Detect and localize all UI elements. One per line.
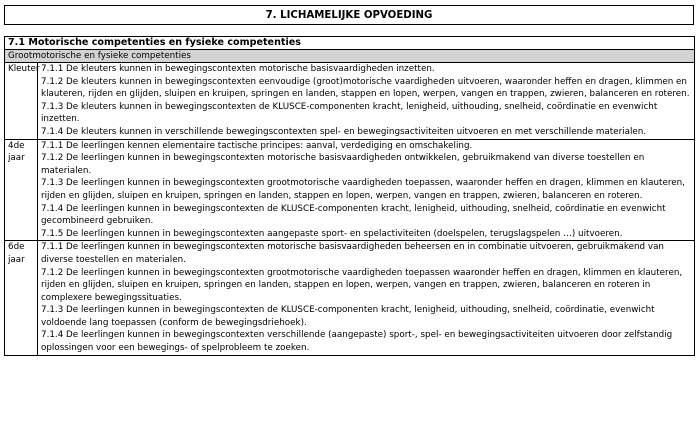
goal-item: 7.1.3 De leerlingen kunnen in bewegingscontexten grootmotorische vaardigheden toepassen, waaronder heffen en dragen, klimmen en klauteren, rijden en glijden, sluipen en kruipen, springen en landen, stappen en lopen, werpen, vangen en trappen, zwieren, balanceren en roteren. — [41, 178, 685, 201]
goal-item: 7.1.1 De kleuters kunnen in bewegingscontexten motorische basisvaardigheden inzetten. — [41, 64, 435, 74]
goal-item: 7.1.1 De leerlingen kennen elementaire tactische principes: aanval, verdediging en omschakeling. — [41, 140, 473, 151]
goal-item: 7.1.4 De leerlingen kunnen in bewegingscontexten de KLUSCE-componenten kracht, lenigheid, uithouding, snelheid, coördinatie en evenwicht gecombineerd gebruiken. — [41, 203, 666, 227]
goal-item: 7.1.4 De kleuters kunnen in verschillende bewegingscontexten spel- en bewegingsactiviteiten uitvoeren en met verschillende materialen. — [41, 126, 647, 137]
goal-item: 7.1.4 De leerlingen kunnen in bewegingscontexten verschillende (aangepaste) sport-, spel- en bewegingsactiviteiten uitvoeren door zelfstandig oplossingen voor een bewegings- of spelprobleem te zoeken. — [41, 330, 673, 354]
goal-item: 7.1.5 De leerlingen kunnen in bewegingscontexten aangepaste sport- en spelactiviteiten (doelspelen, terugslagspelen …) uitvoeren. — [41, 228, 623, 239]
subheading: Grootmotorische en fysieke competenties — [5, 50, 695, 63]
goals-cell — [38, 63, 695, 140]
goal-item: 7.1.2 De kleuters kunnen in bewegingscontexten eenvoudige (groot)motorische vaardigheden uitvoeren, waaronder heffen en dragen, klimmen en klauteren, rijden en glijden, sluipen en kruipen, springen en landen, stappen en lopen, werpen, vangen en trappen, zwieren, balanceren en roteren. — [41, 76, 690, 100]
goal-item: 7.1.1 De leerlingen kunnen in bewegingscontexten motorische basisvaardigheden beheersen en in combinatie uitvoeren, gebruikmakend van diverse toestellen en materialen. — [41, 242, 664, 265]
level-label: 4de jaar — [5, 139, 38, 241]
competencies-table — [4, 36, 695, 356]
goal-item: 7.1.3 De leerlingen kunnen in bewegingscontexten de KLUSCE-componenten kracht, lenigheid, uithouding, snelheid, coördinatie, evenwicht voldoende lang toepassen (conform de bewegingsdriehoek). — [41, 305, 655, 328]
document-title: 7. LICHAMELIJKE OPVOEDING — [4, 5, 694, 25]
level-row-6de-jaar — [5, 241, 695, 355]
goals-cell — [38, 241, 695, 355]
level-label: Kleuter — [5, 63, 38, 140]
subheading-row — [5, 50, 695, 63]
goal-item: 7.1.3 De kleuters kunnen in bewegingscontexten de KLUSCE-componenten kracht, lenigheid, uithouding, snelheid, coördinatie en evenwicht inzetten. — [41, 101, 658, 125]
goals-cell — [38, 139, 695, 241]
goal-item: 7.1.2 De leerlingen kunnen in bewegingscontexten grootmotorische vaardigheden toepassen waaronder heffen en dragen, klimmen en klauteren, rijden en glijden, sluipen en kruipen, springen en landen, stappen en lopen, werpen, vangen en trappen, zwieren, balanceren en roteren in complexere bewegingssituaties. — [41, 267, 683, 303]
section-heading: 7.1 Motorische competenties en fysieke competenties — [5, 37, 695, 50]
level-label: 6de jaar — [5, 241, 38, 355]
goal-item: 7.1.2 De leerlingen kunnen in bewegingscontexten motorische basisvaardigheden ontwikkelen, gebruikmakend van diverse toestellen en materialen. — [41, 153, 645, 176]
level-row-4de-jaar — [5, 139, 695, 241]
section-heading-row — [5, 37, 695, 50]
level-row-kleuter — [5, 63, 695, 140]
